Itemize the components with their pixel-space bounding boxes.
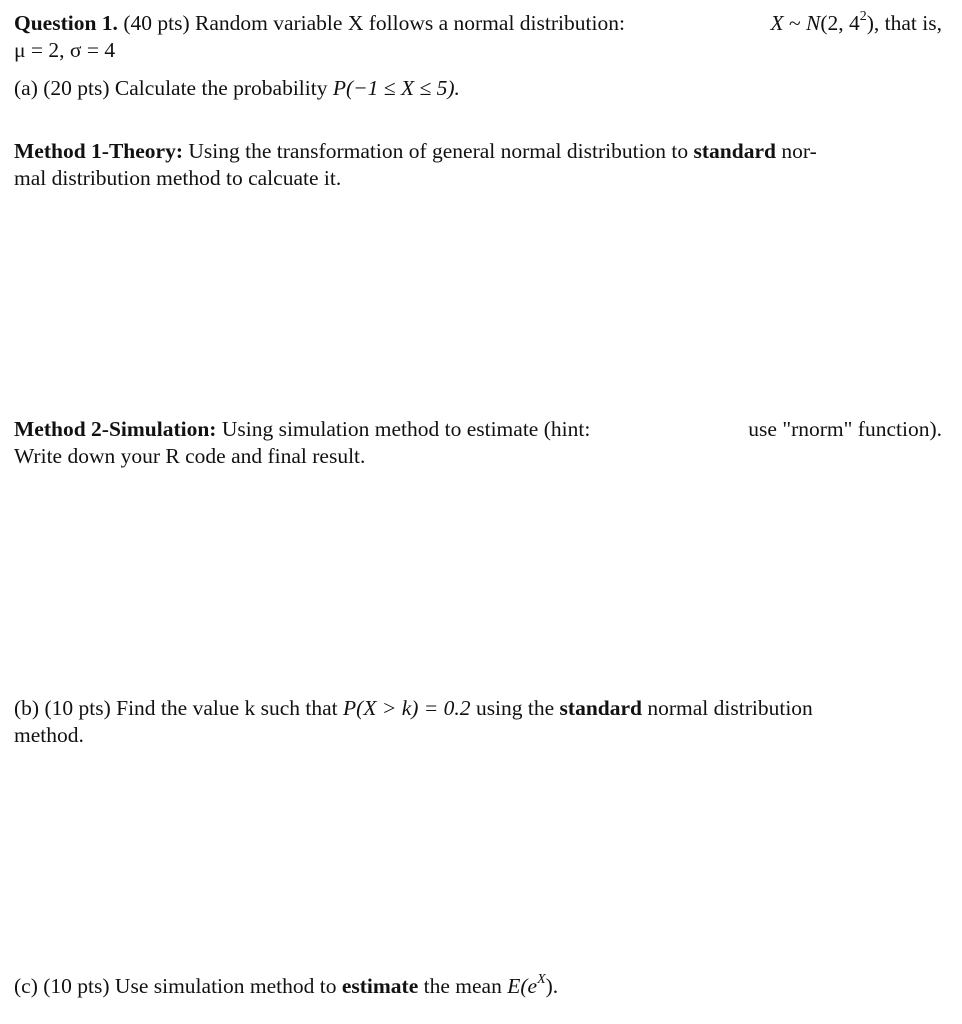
method-1-line-2: mal distribution method to calcuate it.: [14, 166, 342, 190]
part-a-label: (a): [14, 76, 38, 100]
part-c-formula-close: ).: [545, 974, 559, 998]
method-2-text-2: use "rnorm" function).: [748, 417, 942, 441]
part-b: [14, 695, 942, 749]
question-points: (40 pts): [123, 11, 190, 35]
part-c-formula-base: E(e: [507, 974, 538, 998]
part-b-label: (b): [14, 696, 40, 720]
part-b-text-2: using the: [475, 696, 555, 720]
method-2-line-1: [14, 416, 942, 443]
method-1-title: Method 1-Theory:: [14, 139, 183, 163]
part-c-text-2: the mean: [423, 974, 502, 998]
part-a-text: Calculate the probability: [114, 76, 328, 100]
part-b-emph: standard: [559, 696, 642, 720]
part-a-formula: P(−1 ≤ X ≤ 5).: [332, 76, 460, 100]
method-2: [14, 416, 942, 470]
question-label: Question 1.: [14, 11, 118, 35]
method-1-emph: standard: [693, 139, 776, 163]
method-1-line-1: [14, 138, 942, 165]
part-a-points: (20 pts): [43, 76, 110, 100]
method-2-line-2: Write down your R code and final result.: [14, 444, 366, 468]
part-a: [14, 75, 942, 102]
dist-power: 2: [859, 8, 867, 24]
dist-name: N: [805, 11, 821, 35]
question-header: [14, 10, 942, 64]
part-c-formula-sup: X: [537, 971, 546, 987]
method-1-text-2: nor-: [781, 139, 817, 163]
part-c-emph: estimate: [341, 974, 419, 998]
question-line-1: [14, 10, 942, 37]
part-c-label: (c): [14, 974, 38, 998]
method-1: [14, 138, 942, 192]
question-text: Random variable X follows a normal distribution:: [194, 11, 625, 35]
method-1-text-1: Using the transformation of general normal distribution to: [188, 139, 689, 163]
question-params: μ = 2, σ = 4: [14, 38, 116, 62]
part-c: [14, 973, 942, 1000]
part-c-text-1: Use simulation method to: [114, 974, 337, 998]
method-2-title: Method 2-Simulation:: [14, 417, 217, 441]
part-b-text-1: Find the value k such that: [116, 696, 338, 720]
question-tail: that is,: [884, 11, 942, 35]
part-b-line-2: method.: [14, 723, 84, 747]
method-2-text-1: Using simulation method to estimate (hint:: [221, 417, 591, 441]
part-c-points: (10 pts): [43, 974, 110, 998]
part-b-text-3: normal distribution: [647, 696, 813, 720]
dist-variable: X: [770, 11, 784, 35]
part-b-formula: P(X > k) = 0.2: [343, 696, 471, 720]
dist-tilde: ~: [788, 11, 801, 35]
part-b-points: (10 pts): [44, 696, 111, 720]
dist-args-open: (2, 4: [820, 11, 860, 35]
part-b-line-1: [14, 695, 942, 722]
dist-args-close: ),: [866, 11, 880, 35]
